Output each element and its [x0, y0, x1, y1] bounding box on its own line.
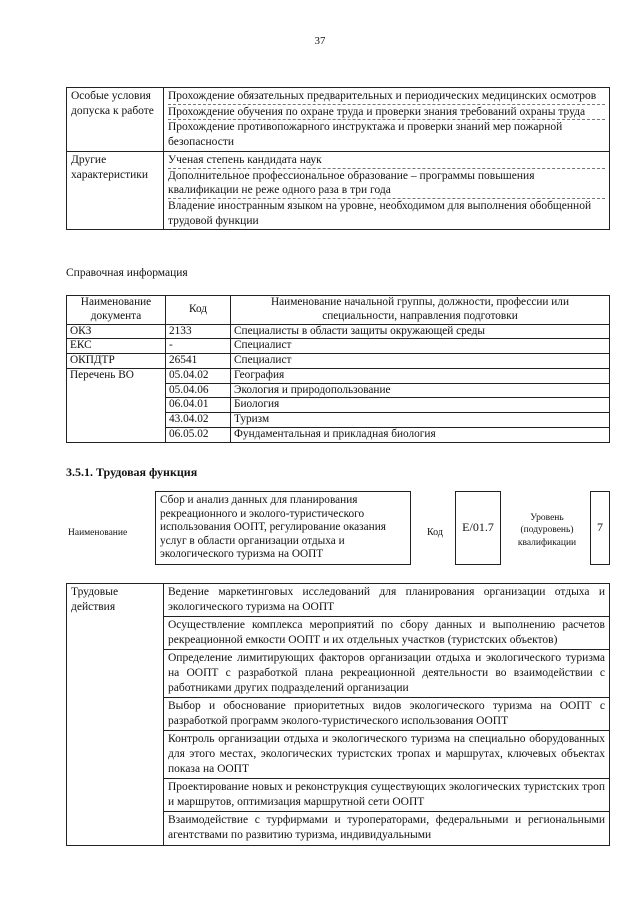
reference-header-row: [67, 296, 610, 325]
table-row: [67, 324, 610, 339]
function-name-label: Наименование: [68, 528, 128, 538]
reference-doc: ОКЗ: [67, 324, 166, 339]
function-code-value: E/01.7: [455, 491, 501, 565]
reference-doc: ЕКС: [67, 339, 166, 354]
qualification-level-label: Уровень (подуровень) квалификации: [517, 513, 577, 548]
page-number: 37: [314, 35, 326, 47]
table-row: [67, 339, 610, 354]
reference-name: Экология и природопользование: [231, 383, 610, 398]
labor-actions-row: [67, 584, 610, 846]
reference-code: 2133: [166, 324, 231, 339]
labor-actions-table: [66, 583, 610, 846]
labor-action-item: Взаимодействие с турфирмами и туроператорами, федеральными и региональными агентствами по развитию туризма, индивидуальными: [164, 811, 609, 844]
reference-code: 06.04.01: [166, 398, 231, 413]
conditions-label: Другие характеристики: [67, 151, 164, 230]
reference-name: Туризм: [231, 413, 610, 428]
reference-name: Биология: [231, 398, 610, 413]
conditions-values: [164, 151, 610, 230]
table-row: [67, 368, 610, 383]
conditions-item: Дополнительное профессиональное образование – программы повышения квалификации не реже одного раза в три года: [168, 168, 605, 198]
labor-action-item: Проектирование новых и реконструкция существующих экологических туристских троп и маршрутов, оптимизация маршрутной сети ООПТ: [164, 778, 609, 811]
reference-header-name: Наименование начальной группы, должности, профессии или специальности, направления подготовки: [231, 296, 610, 325]
labor-action-item: Ведение маркетинговых исследований для планирования организации отдыха и экологического туризма на ООПТ: [168, 586, 605, 613]
reference-header-doc: Наименование документа: [67, 296, 166, 325]
function-code-label: Код: [427, 527, 443, 538]
reference-code: 05.04.02: [166, 368, 231, 383]
reference-code: -: [166, 339, 231, 354]
labor-actions-label: Трудовые действия: [67, 584, 164, 846]
reference-name: Специалист: [231, 339, 610, 354]
reference-name: Специалист: [231, 354, 610, 369]
reference-code: 06.05.02: [166, 428, 231, 443]
labor-action-item: Осуществление комплекса мероприятий по сбору данных и выполнению расчетов рекреационной емкости ООПТ и их отдельных участков (туристских объектов): [164, 616, 609, 649]
conditions-item: Владение иностранным языком на уровне, необходимом для выполнения обобщенной трудовой функции: [168, 198, 605, 228]
reference-doc: ОКПДТР: [67, 354, 166, 369]
reference-code: 05.04.06: [166, 383, 231, 398]
conditions-label: Особые условия допуска к работе: [67, 88, 164, 152]
conditions-table: [66, 87, 610, 230]
reference-name: Специалисты в области защиты окружающей среды: [231, 324, 610, 339]
conditions-item: Прохождение противопожарного инструктажа и проверки знаний мер пожарной безопасности: [168, 119, 605, 149]
table-row: [67, 354, 610, 369]
reference-name: Фундаментальная и прикладная биология: [231, 428, 610, 443]
reference-doc: Перечень ВО: [67, 368, 166, 442]
conditions-item: Прохождение обязательных предварительных и периодических медицинских осмотров: [168, 90, 597, 102]
labor-action-item: Контроль организации отдыха и экологического туризма на специально оборудованных для этого местах, экологических туристских тропах и маршрутах, ключевых объектах показа на ООПТ: [164, 730, 609, 778]
conditions-item: Ученая степень кандидата наук: [168, 153, 322, 166]
conditions-values: [164, 88, 610, 152]
function-name-value: Сбор и анализ данных для планирования рекреационного и эколого-туристического использования ООПТ, регулирование оказания услуг в области организации отдыха и экологического туризма на ООПТ: [155, 491, 411, 565]
conditions-row-other: [67, 151, 610, 230]
reference-code: 43.04.02: [166, 413, 231, 428]
page-bottom-margin: [0, 870, 640, 904]
reference-name: География: [231, 368, 610, 383]
labor-actions-values: [164, 584, 610, 846]
reference-title: Справочная информация: [66, 267, 188, 279]
reference-header-code: Код: [166, 296, 231, 325]
labor-action-item: Выбор и обоснование приоритетных видов экологического туризма на ООПТ с разработкой программ эколого-туристического использования ООПТ: [164, 697, 609, 730]
labor-action-item: Определение лимитирующих факторов организации отдыха и экологического туризма на ООПТ с разработкой плана рекреационной деятельности во взаимодействии с работниками других подразделений организации: [164, 649, 609, 697]
reference-code: 26541: [166, 354, 231, 369]
qualification-level-value: 7: [590, 491, 610, 565]
conditions-item: Прохождение обучения по охране труда и проверки знания требований охраны труда: [168, 104, 605, 120]
section-heading: 3.5.1. Трудовая функция: [66, 465, 198, 479]
conditions-row-admission: [67, 88, 610, 152]
reference-table: [66, 295, 610, 443]
